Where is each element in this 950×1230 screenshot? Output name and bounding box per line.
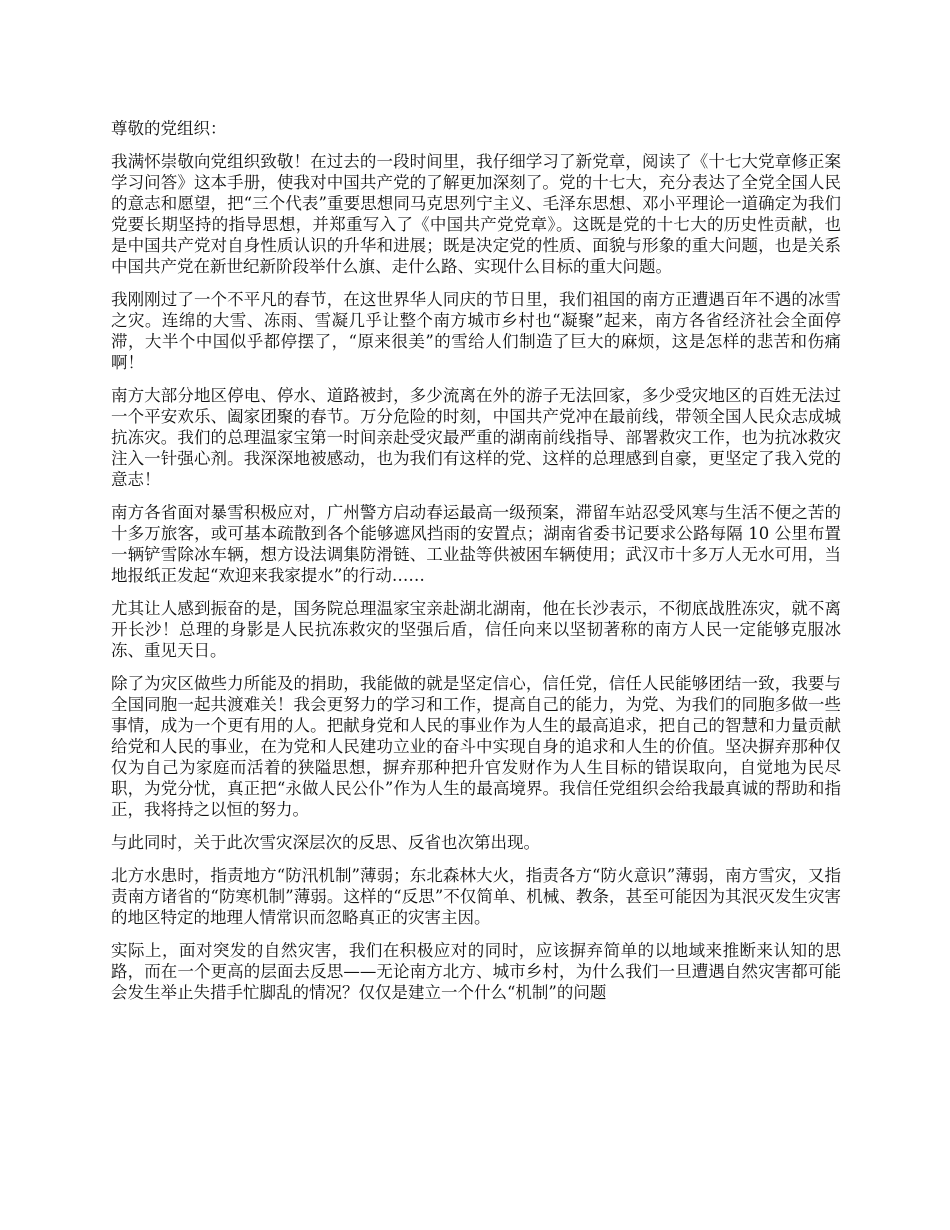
paragraph-2: 我刚刚过了一个不平凡的春节，在这世界华人同庆的节日里，我们祖国的南方正遭遇百年不遇的冰雪之灾。连绵的大雪、冻雨、雪凝几乎让整个南方城市乡村也“凝聚”起来，南方各省经济社会全面停滞，大半个中国似乎都停摆了，“原来很美”的雪给人们制造了巨大的麻烦，这是怎样的悲苦和伤痛啊！ [111, 290, 841, 372]
paragraph-7: 与此同时，关于此次雪灾深层次的反思、反省也次第出现。 [111, 833, 540, 852]
salutation: 尊敬的党组织： [111, 119, 227, 138]
paragraph-3: 南方大部分地区停电、停水、道路被封，多少流离在外的游子无法回家，多少受灾地区的百姓无法过一个平安欢乐、阖家团聚的春节。万分危险的时刻，中国共产党冲在最前线，带领全国人民众志成城抗冻灾。我们的总理温家宝第一时间亲赴受灾最严重的湖南前线指导、部署救灾工作，也为抗冰救灾注入一针强心剂。我深深地被感动，也为我们有这样的党、这样的总理感到自豪，更坚定了我入党的意志！ [111, 386, 841, 489]
paragraph-6: 除了为灾区做些力所能及的捐助，我能做的就是坚定信心，信任党，信任人民能够团结一致，我要与全国同胞一起共渡难关！我会更努力的学习和工作，提高自己的能力，为党、为我们的同胞多做一些事情，成为一个更有用的人。把献身党和人民的事业作为人生的最高追求，把自己的智慧和力量贡献给党和人民的事业，在为党和人民建功立业的奋斗中实现自身的追求和人生的价值。坚决摒弃那种仅仅为自己为家庭而活着的狭隘思想，摒弃那种把升官发财作为人生目标的错误取向，自觉地为民尽职，为党分忧，真正把“永做人民公仆”作为人生的最高境界。我信任党组织会给我最真诚的帮助和指正，我将持之以恒的努力。 [111, 674, 841, 819]
paragraph-5: 尤其让人感到振奋的是，国务院总理温家宝亲赴湖北湖南，他在长沙表示，不彻底战胜冻灾，就不离开长沙！总理的身影是人民抗冻救灾的坚强后盾，信任向来以坚韧著称的南方人民一定能够克服冰冻、重见天日。 [111, 599, 841, 660]
letter-body [111, 118, 841, 1015]
paragraph-9: 实际上，面对突发的自然灾害，我们在积极应对的同时，应该摒弃简单的以地域来推断来认知的思路，而在一个更高的层面去反思——无论南方北方、城市乡村，为什么我们一旦遭遇自然灾害都可能会发生举止失措手忙脚乱的情况？仅仅是建立一个什么“机制”的问题 [111, 941, 841, 1002]
paragraph-4: 南方各省面对暴雪积极应对，广州警方启动春运最高一级预案，滞留车站忍受风寒与生活不便之苦的十多万旅客，或可基本疏散到各个能够遮风挡雨的安置点；湖南省委书记要求公路每隔 10 公里布置一辆铲雪除冰车辆，想方设法调集防滑链、工业盐等供被困车辆使用；武汉市十多万人无水可用，当地报纸正发起“欢迎来我家提水”的行动…… [111, 503, 841, 585]
paragraph-8: 北方水患时，指责地方“防汛机制”薄弱；东北森林大火，指责各方“防火意识”薄弱，南方雪灾，又指责南方诸省的“防寒机制”薄弱。这样的“反思”不仅简单、机械、教条，甚至可能因为其泯灭发生灾害的地区特定的地理人情常识而忽略真正的灾害主因。 [111, 866, 841, 927]
paragraph-1: 我满怀崇敬向党组织致敬！在过去的一段时间里，我仔细学习了新党章，阅读了《十七大党章修正案学习问答》这本手册，使我对中国共产党的了解更加深刻了。党的十七大，充分表达了全党全国人民的意志和愿望，把“三个代表”重要思想同马克思列宁主义、毛泽东思想、邓小平理论一道确定为我们党要长期坚持的指导思想，并郑重写入了《中国共产党党章》。这既是党的十七大的历史性贡献，也是中国共产党对自身性质认识的升华和进展；既是决定党的性质、面貌与形象的重大问题，也是关系中国共产党在新世纪新阶段举什么旗、走什么路、实现什么目标的重大问题。 [111, 152, 841, 276]
